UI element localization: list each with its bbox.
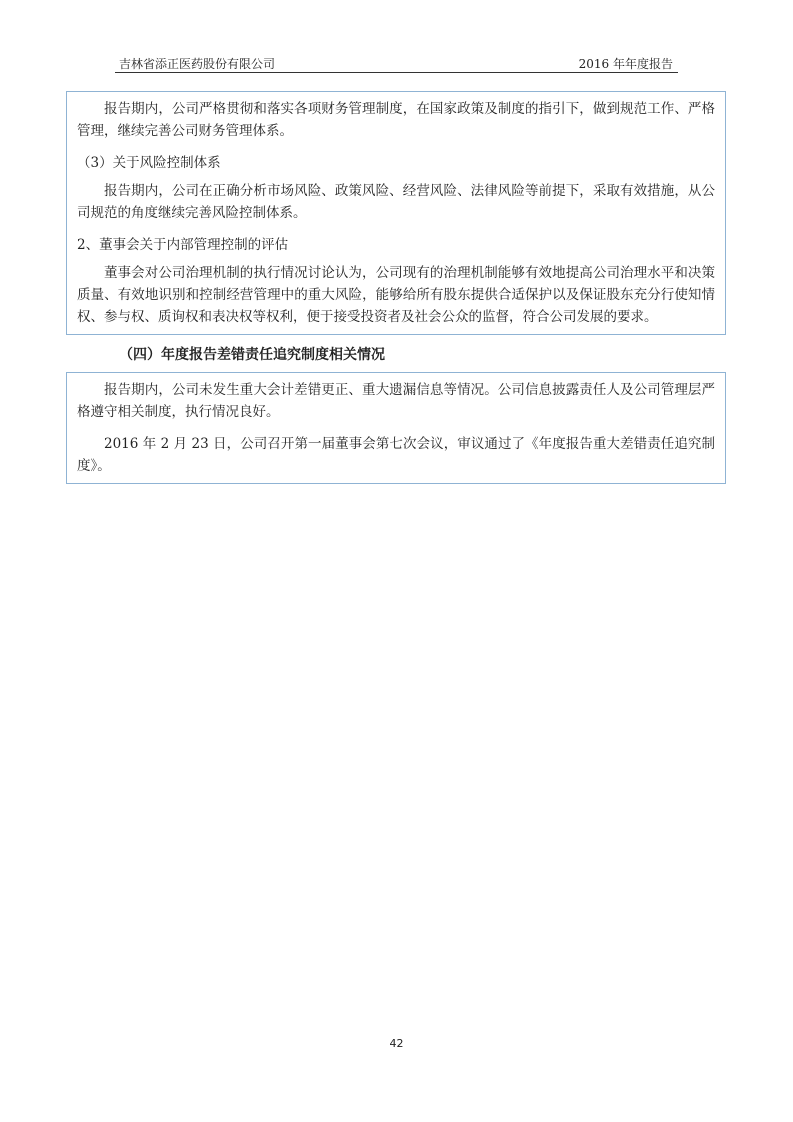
header-report-title: 2016 年年度报告 [578, 57, 673, 71]
header-company-name: 吉林省添正医药股份有限公司 [119, 57, 276, 71]
financial-management-paragraph: 报告期内，公司严格贯彻和落实各项财务管理制度，在国家政策及制度的指引下，做到规范工作、严格管理，继续完善公司财务管理体系。 [77, 101, 715, 139]
risk-control-heading: （3）关于风险控制体系 [77, 155, 221, 171]
board-meeting-paragraph: 2016 年 2 月 23 日，公司召开第一届董事会第七次会议，审议通过了《年度报告重大差错责任追究制度》。 [77, 436, 715, 474]
error-accountability-box [66, 372, 726, 484]
section-four-title: （四）年度报告差错责任追究制度相关情况 [119, 347, 385, 363]
board-evaluation-heading: 2、董事会关于内部管理控制的评估 [77, 237, 289, 253]
header-divider [115, 72, 678, 73]
page-number: 42 [389, 1037, 404, 1050]
internal-control-box [66, 91, 726, 335]
risk-control-paragraph: 报告期内，公司在正确分析市场风险、政策风险、经营风险、法律风险等前提下，采取有效措施，从公司规范的角度继续完善风险控制体系。 [77, 183, 715, 221]
no-errors-paragraph: 报告期内，公司未发生重大会计差错更正、重大遗漏信息等情况。公司信息披露责任人及公司管理层严格遵守相关制度，执行情况良好。 [77, 382, 715, 420]
board-evaluation-paragraph: 董事会对公司治理机制的执行情况讨论认为，公司现有的治理机制能够有效地提高公司治理水平和决策质量、有效地识别和控制经营管理中的重大风险，能够给所有股东提供合适保护以及保证股东充分行使知情权、参与权、质询权和表决权等权利，便于接受投资者及社会公众的监督，符合公司发展的要求。 [77, 265, 715, 325]
